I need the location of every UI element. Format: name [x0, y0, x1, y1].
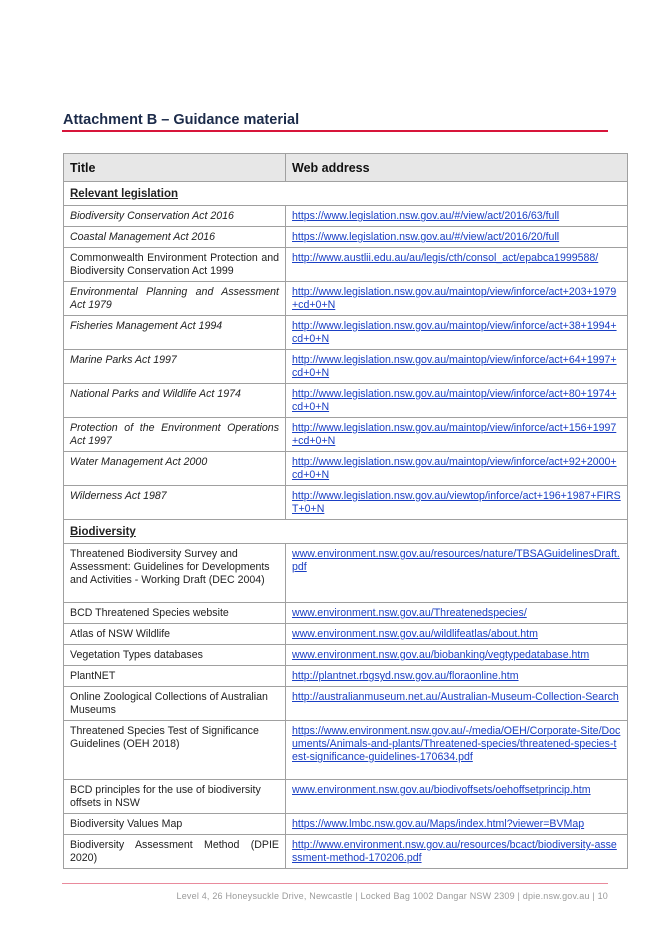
- row-title: BCD principles for the use of biodiversity offsets in NSW: [64, 780, 286, 814]
- section-row-legislation: [64, 182, 628, 206]
- table-header-row: [64, 154, 628, 182]
- row-link[interactable]: https://www.environment.nsw.gov.au/-/media/OEH/Corporate-Site/Documents/Animals-and-plants/Threatened-species/threatened-species-test-significance-guidelines-170634.pdf: [292, 725, 621, 763]
- row-title: Wilderness Act 1987: [64, 486, 286, 520]
- table-row: [64, 645, 628, 666]
- row-title: Water Management Act 2000: [64, 452, 286, 486]
- row-title: Biodiversity Assessment Method (DPIE 2020): [64, 835, 286, 869]
- table-body: [64, 182, 628, 869]
- table-row: [64, 666, 628, 687]
- row-link[interactable]: http://www.legislation.nsw.gov.au/maintop/view/inforce/act+64+1997+cd+0+N: [292, 354, 617, 379]
- row-title: PlantNET: [64, 666, 286, 687]
- section-title-legislation: Relevant legislation: [64, 182, 628, 206]
- row-link[interactable]: https://www.legislation.nsw.gov.au/#/view/act/2016/63/full: [292, 210, 560, 222]
- row-link[interactable]: http://www.legislation.nsw.gov.au/maintop/view/inforce/act+203+1979+cd+0+N: [292, 286, 617, 311]
- row-title: Environmental Planning and Assessment Act 1979: [64, 282, 286, 316]
- row-title: National Parks and Wildlife Act 1974: [64, 384, 286, 418]
- table-row: [64, 780, 628, 814]
- table-row: [64, 282, 628, 316]
- row-title: Vegetation Types databases: [64, 645, 286, 666]
- table-row: [64, 384, 628, 418]
- row-link[interactable]: http://www.environment.nsw.gov.au/resources/bcact/biodiversity-assessment-method-170206.pdf: [292, 839, 617, 864]
- table-row: [64, 624, 628, 645]
- page-heading: Attachment B – Guidance material: [63, 112, 300, 128]
- table-row: [64, 452, 628, 486]
- table-row: [64, 350, 628, 384]
- table-row: [64, 248, 628, 282]
- table-row: [64, 227, 628, 248]
- row-link[interactable]: http://www.austlii.edu.au/au/legis/cth/consol_act/epabca1999588/: [292, 252, 599, 264]
- row-link[interactable]: www.environment.nsw.gov.au/biodivoffsets/oehoffsetprincip.htm: [292, 784, 591, 796]
- row-link[interactable]: www.environment.nsw.gov.au/biobanking/vegtypedatabase.htm: [292, 649, 590, 661]
- row-title: Threatened Biodiversity Survey and Assessment: Guidelines for Developments and Activities - Working Draft (DEC 2004): [64, 544, 286, 603]
- row-title: Biodiversity Values Map: [64, 814, 286, 835]
- table-row: [64, 835, 628, 869]
- row-link[interactable]: http://www.legislation.nsw.gov.au/maintop/view/inforce/act+80+1974+cd+0+N: [292, 388, 617, 413]
- table-row: [64, 418, 628, 452]
- heading-divider: [62, 130, 608, 132]
- page-footer: Level 4, 26 Honeysuckle Drive, Newcastle | Locked Bag 1002 Dangar NSW 2309 | dpie.nsw.gov.au | 10: [176, 891, 608, 901]
- table-row: [64, 544, 628, 603]
- table-row: [64, 721, 628, 780]
- table-row: [64, 687, 628, 721]
- footer-divider: [62, 883, 608, 884]
- row-title: Commonwealth Environment Protection and Biodiversity Conservation Act 1999: [64, 248, 286, 282]
- row-link[interactable]: http://www.legislation.nsw.gov.au/maintop/view/inforce/act+156+1997+cd+0+N: [292, 422, 617, 447]
- row-link[interactable]: https://www.lmbc.nsw.gov.au/Maps/index.html?viewer=BVMap: [292, 818, 585, 830]
- row-link[interactable]: http://www.legislation.nsw.gov.au/maintop/view/inforce/act+92+2000+cd+0+N: [292, 456, 617, 481]
- row-title: Protection of the Environment Operations Act 1997: [64, 418, 286, 452]
- row-link[interactable]: http://australianmuseum.net.au/Australian-Museum-Collection-Search: [292, 691, 619, 703]
- row-link[interactable]: http://plantnet.rbgsyd.nsw.gov.au/floraonline.htm: [292, 670, 519, 682]
- row-title: Fisheries Management Act 1994: [64, 316, 286, 350]
- table-row: [64, 814, 628, 835]
- column-header-web-address: Web address: [286, 154, 628, 182]
- row-link[interactable]: http://www.legislation.nsw.gov.au/viewtop/inforce/act+196+1987+FIRST+0+N: [292, 490, 621, 515]
- section-title-biodiversity: Biodiversity: [64, 520, 628, 544]
- row-title: Threatened Species Test of Significance Guidelines (OEH 2018): [64, 721, 286, 780]
- column-header-title: Title: [64, 154, 286, 182]
- row-link[interactable]: http://www.legislation.nsw.gov.au/maintop/view/inforce/act+38+1994+cd+0+N: [292, 320, 617, 345]
- table-row: [64, 316, 628, 350]
- row-link[interactable]: www.environment.nsw.gov.au/resources/nature/TBSAGuidelinesDraft.pdf: [292, 548, 620, 573]
- row-link[interactable]: https://www.legislation.nsw.gov.au/#/view/act/2016/20/full: [292, 231, 560, 243]
- table-row: [64, 603, 628, 624]
- guidance-table: [63, 153, 628, 869]
- row-link[interactable]: www.environment.nsw.gov.au/wildlifeatlas/about.htm: [292, 628, 538, 640]
- row-title: Atlas of NSW Wildlife: [64, 624, 286, 645]
- table-row: [64, 206, 628, 227]
- table-row: [64, 486, 628, 520]
- row-link[interactable]: www.environment.nsw.gov.au/Threatenedspecies/: [292, 607, 527, 619]
- row-title: Marine Parks Act 1997: [64, 350, 286, 384]
- section-row-biodiversity: [64, 520, 628, 544]
- row-title: Coastal Management Act 2016: [64, 227, 286, 248]
- row-title: Online Zoological Collections of Australian Museums: [64, 687, 286, 721]
- row-title: Biodiversity Conservation Act 2016: [64, 206, 286, 227]
- row-title: BCD Threatened Species website: [64, 603, 286, 624]
